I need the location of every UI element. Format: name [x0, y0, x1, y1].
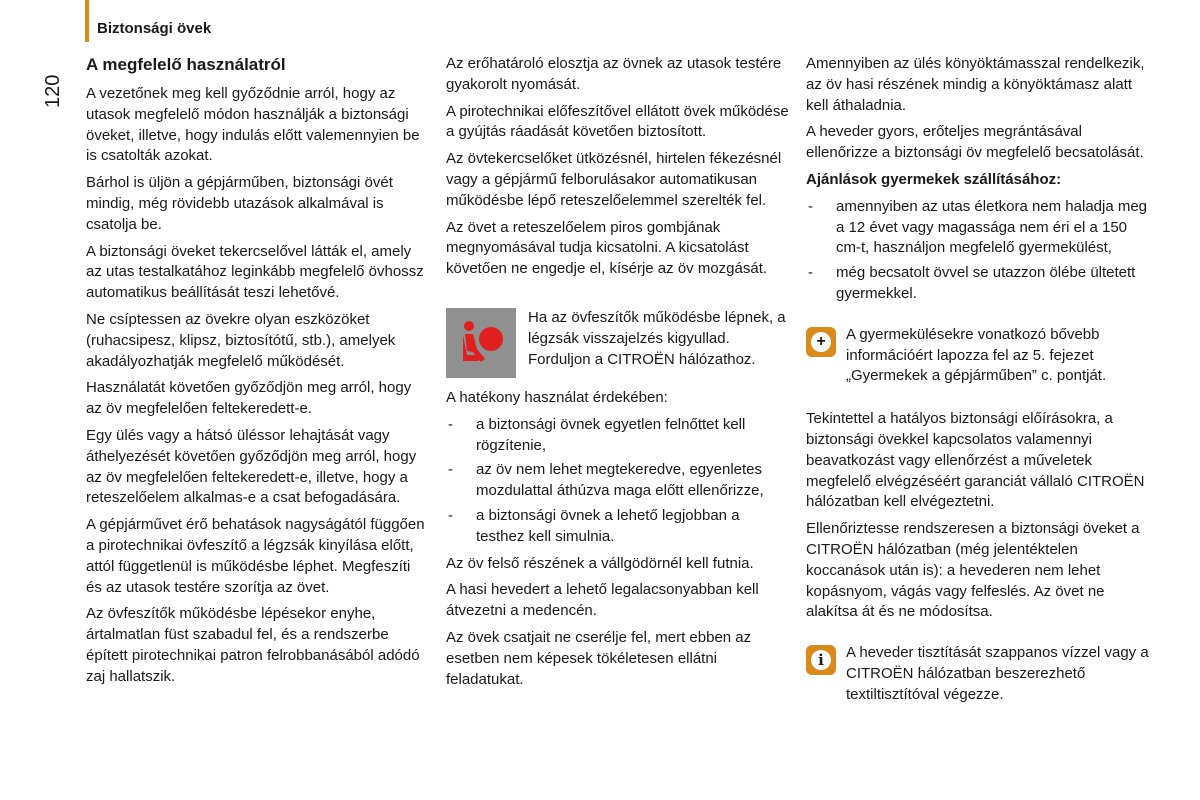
paragraph: A hatékony használat érdekében:: [446, 388, 668, 406]
airbag-warning-text: Ha az övfeszítők működésbe lépnek, a légzsák visszajelzés kigyullad. Forduljon a CITROËN hálózathoz.: [528, 308, 786, 368]
paragraph: A heveder gyors, erőteljes megrántásával ellenőrizze a biztonsági öv megfelelő becsatolását.: [806, 123, 1144, 162]
paragraph: Amennyiben az ülés könyöktámasszal rendelkezik, az öv hasi részének mindig a könyöktámasz alatt kell áthaladnia.: [806, 55, 1145, 114]
column-2: [446, 54, 791, 696]
paragraph: Tekintettel a hatályos biztonsági előírásokra, a biztonsági övekkel kapcsolatos valamennyi beavatkozást vagy ellenőrzést a műveletek megfelelő elvégzéséért garanciát vállaló CITROËN hálózatban kell elvégeztetni.: [806, 410, 1145, 511]
airbag-warning-box: [446, 308, 791, 378]
list-item: - a biztonsági övnek a lehető legjobban a testhez kell simulnia.: [448, 506, 740, 545]
paragraph: Az övek csatjait ne cserélje fel, mert ebben az esetben nem képesek tökéletesen ellátni feladatukat.: [446, 628, 752, 688]
paragraph: Az öv felső részének a vállgödörnél kell futnia.: [446, 554, 754, 572]
section-title: Biztonsági övek: [97, 20, 212, 37]
paragraph: A pirotechnikai előfeszítővel ellátott övek működése a gyújtás ráadását követően biztosított.: [446, 102, 789, 141]
list-item: - az öv nem lehet megtekeredve, egyenletes mozdulattal áthúzva maga előtt ellenőrizze,: [448, 461, 764, 500]
paragraph: A biztonsági öveket tekercselővel látták el, amely az utas testalkatához leginkább megfelelő övhossz automatikus beállítását teszi lehetővé.: [86, 242, 424, 302]
note-text: A heveder tisztítását szappanos vízzel vagy a CITROËN hálózatban beszerezhető textiltisztítóval végezze.: [846, 644, 1149, 703]
list-item: - a biztonsági övnek egyetlen felnőttet kell rögzítenie,: [448, 415, 746, 454]
note-text: A gyermekülésekre vonatkozó bővebb információért lapozza fel az 5. fejezet „Gyermekek a gépjárműben” c. pontját.: [846, 325, 1107, 385]
child-transport-list: [806, 197, 1156, 305]
paragraph: Ne csíptessen az övekre olyan eszközöket (ruhacsipesz, klipsz, biztosítótű, stb.), amelyek akadályozhatják megfelelő működését.: [86, 310, 396, 370]
paragraph: Egy ülés vagy a hátsó üléssor lehajtását vagy áthelyezését követően győződjön meg arról, hogy az öv megfelelően feltekeredett-e, illetve, hogy a reteszelőelem alkalmas-e a csat befogadására.: [86, 426, 417, 507]
paragraph: Az övtekercselőket ütközésnél, hirtelen fékezésnél vagy a gépjármű felborulásakor automatikusan működésbe lépő reteszelőelemmel szerelték fel.: [446, 150, 782, 209]
column-3: [806, 54, 1156, 728]
airbag-warning-icon: [446, 308, 516, 378]
page-number: 120: [42, 74, 64, 108]
usage-list: [446, 415, 791, 548]
paragraph: Az övet a reteszelőelem piros gombjának megnyomásával tudja kicsatolni. A kicsatolást követően ne engedje el, kísérje az öv mozgását.: [446, 218, 768, 278]
paragraph: Az övfeszítők működésbe lépésekor enyhe, ártalmatlan füst szabadul fel, és a rendszerbe épített pirotechnikai patron felrobbanásából adódó zaj hallatszik.: [86, 605, 420, 685]
plus-icon: +: [806, 327, 836, 357]
child-seat-note: [806, 325, 1156, 387]
paragraph: Használatát követően győződjön meg arról, hogy az öv megfelelően feltekeredett-e.: [86, 379, 412, 418]
column-1: [86, 54, 426, 694]
paragraph: A gépjárművet érő behatások nagyságától függően a pirotechnikai övfeszítő a légzsák kinyílása előtt, attól függetlenül is működésbe léphet. Megfeszíti és az utasok testére szorítja az övet.: [86, 516, 425, 596]
list-item: - amennyiben az utas életkora nem haladja meg a 12 évet vagy magassága nem éri el a 150 cm-t, használjon megfelelő gyermekülést,: [808, 197, 1148, 257]
cleaning-info-note: [806, 643, 1156, 705]
paragraph: Bárhol is üljön a gépjárműben, biztonsági övét mindig, még rövidebb utazások alkalmával is csatolja be.: [86, 174, 393, 233]
paragraph: Ellenőriztesse rendszeresen a biztonsági öveket a CITROËN hálózatban (még jelentéktelen koccanások után is): a hevederen nem lehet kopásnyom, vágás vagy felfeslés. Az övet ne alakítsa át és ne módosítsa.: [806, 520, 1140, 621]
section-accent-bar: [85, 0, 89, 42]
paragraph: Az erőhatároló elosztja az övnek az utasok testére gyakorolt nyomását.: [446, 55, 782, 93]
paragraph: A vezetőnek meg kell győződnie arról, hogy az utasok megfelelő módon használják a biztonsági öveket, illetve, hogy indulás előtt valemennyien be is csatolták azokat.: [86, 85, 420, 165]
info-icon: i: [806, 645, 836, 675]
paragraph: A hasi hevedert a lehető legalacsonyabban kell átvezetni a medencén.: [446, 581, 759, 620]
column-heading: A megfelelő használatról: [86, 55, 286, 74]
list-item: - még becsatolt övvel se utazzon ölébe ültetett gyermekkel.: [808, 264, 1136, 302]
subheading: Ajánlások gyermekek szállításához:: [806, 170, 1062, 188]
